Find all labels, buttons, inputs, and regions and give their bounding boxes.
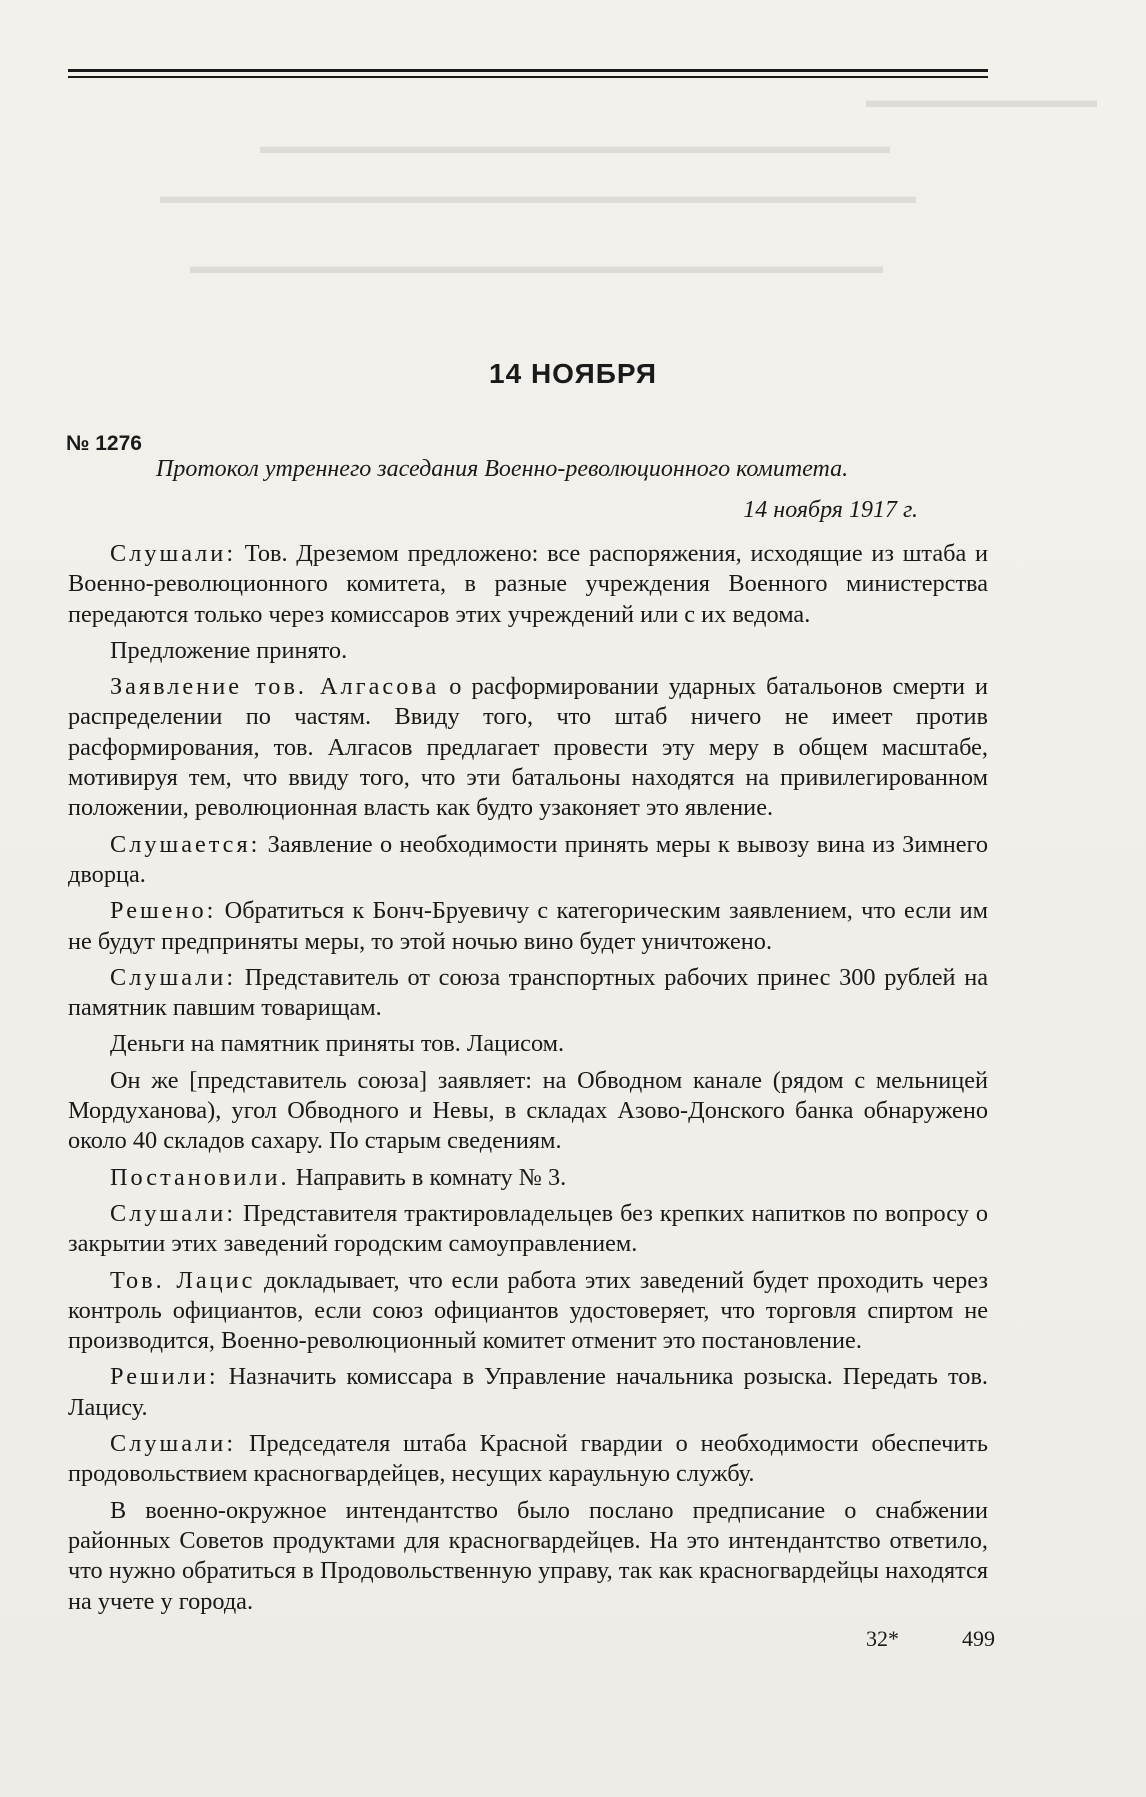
- paragraph: [68, 1029, 988, 1059]
- paragraph-text: Председателя штаба Красной гвардии о необходимости обеспечить продовольствием красногвардейцев, несущих караульную службу.: [68, 1430, 988, 1488]
- page-number: 499: [962, 1626, 995, 1651]
- paragraph: [68, 672, 988, 823]
- paragraph-lead: Решили:: [110, 1363, 219, 1391]
- bleed-through-texture: ▬▬▬▬▬▬▬▬▬▬▬▬▬▬▬▬▬▬▬▬▬▬▬▬▬▬▬▬▬▬▬▬▬: [190, 254, 883, 278]
- paragraph: [68, 1496, 988, 1617]
- paragraph-text: Представитель от союза транспортных рабочих принес 300 рублей на памятник павшим товарищам.: [68, 963, 988, 1022]
- paragraph: [68, 1163, 988, 1193]
- paragraph-lead: Слушается:: [110, 830, 261, 858]
- paragraph: [68, 896, 988, 957]
- paragraph: [68, 539, 988, 630]
- paragraph: [68, 963, 988, 1024]
- paragraph-lead: Слушали:: [110, 540, 237, 567]
- section-title: 14 НОЯБРЯ: [489, 358, 657, 389]
- paragraph-text: Направить в комнату № 3.: [289, 1163, 567, 1191]
- paragraph-lead: Заявление тов. Алгасова: [110, 673, 440, 701]
- paragraph-lead: Тов. Лацис: [110, 1266, 256, 1294]
- printer-signature: 32*: [866, 1626, 899, 1651]
- paragraph: [68, 1362, 988, 1423]
- paragraph-text: В военно-окружное интендантство было послано предписание о снабжении районных Советов продуктами для красногвардейцев. На это интендантство ответило, что нужно обратиться в Продовольственную управу, так как красногвардейцы находятся на учете у города.: [68, 1496, 988, 1615]
- document-date: 14 ноября 1917 г.: [743, 497, 918, 523]
- paragraph-text: Назначить комиссара в Управление начальника розыска. Передать тов. Лацису.: [68, 1363, 988, 1421]
- paragraph: [68, 1199, 988, 1260]
- bleed-through-texture: ▬▬▬▬▬▬▬▬▬▬▬▬▬▬▬▬▬▬▬▬▬▬▬▬▬▬▬▬▬▬: [260, 134, 890, 158]
- paragraph-text: Обратиться к Бонч-Бруевичу с категорическим заявлением, что если им не будут предприняты меры, то этой ночью вино будет уничтожено.: [68, 897, 988, 955]
- paragraph: [68, 1066, 988, 1157]
- paragraph-text: Он же [представитель союза] заявляет: на Обводном канале (рядом с мельницей Мордуханова), угол Обводного и Невы, в складах Азово-Донского банка обнаружено около 40 складов сахару. По старым сведениям.: [68, 1066, 988, 1155]
- paragraph-lead: Постановили.: [110, 1163, 290, 1191]
- paragraph-text: Предложение принято.: [110, 636, 348, 664]
- document-number: № 1276: [66, 432, 142, 455]
- paragraph: [68, 1429, 988, 1490]
- paragraph: [68, 830, 988, 891]
- paragraph-lead: Слушали:: [110, 963, 237, 991]
- header-rule-thick: [68, 69, 988, 72]
- paragraph-text: Тов. Дреземом предложено: все распоряжения, исходящие из штаба и Военно-революционного комитета, в разные учреждения Военного министерства передаются только через комиссаров этих учреждений или с их ведома.: [68, 540, 988, 628]
- header-rule-thin: [68, 76, 988, 78]
- paragraph-text: о расформировании ударных батальонов смерти и распределении по частям. Ввиду того, что штаб ничего не имеет против расформирования, тов. Алгасов предлагает провести эту меру в общем масштабе, мотивируя тем, что ввиду того, что эти батальоны находятся на привилегированном положении, революционная власть как будто узаконяет это явление.: [68, 673, 988, 822]
- bleed-through-texture: ▬▬▬▬▬▬▬▬▬▬▬: [866, 88, 1097, 112]
- paragraph-lead: Слушали:: [110, 1199, 237, 1227]
- paragraph-text: Представителя трактировладельцев без крепких напитков по вопросу о закрытии этих заведений городским самоуправлением.: [68, 1199, 988, 1258]
- paragraph: [68, 1266, 988, 1357]
- paragraph-text: Деньги на памятник приняты тов. Лацисом.: [110, 1030, 565, 1058]
- paragraph-text: докладывает, что если работа этих заведений будет проходить через контроль официантов, если союз официантов удостоверяет, что торговля спиртом не производится, Военно-революционный комитет отменит это постановление.: [68, 1266, 988, 1355]
- paragraph-lead: Слушали:: [110, 1430, 237, 1458]
- bleed-through-texture: ▬▬▬▬▬▬▬▬▬▬▬▬▬▬▬▬▬▬▬▬▬▬▬▬▬▬▬▬▬▬▬▬▬▬▬▬: [160, 184, 916, 208]
- paragraph-lead: Решено:: [110, 897, 217, 925]
- document-title: Протокол утреннего заседания Военно-революционного комитета.: [156, 456, 849, 482]
- document-body: [68, 539, 988, 1623]
- paragraph: [68, 636, 988, 666]
- paragraph-text: Заявление о необходимости принять меры к вывозу вина из Зимнего дворца.: [68, 830, 988, 888]
